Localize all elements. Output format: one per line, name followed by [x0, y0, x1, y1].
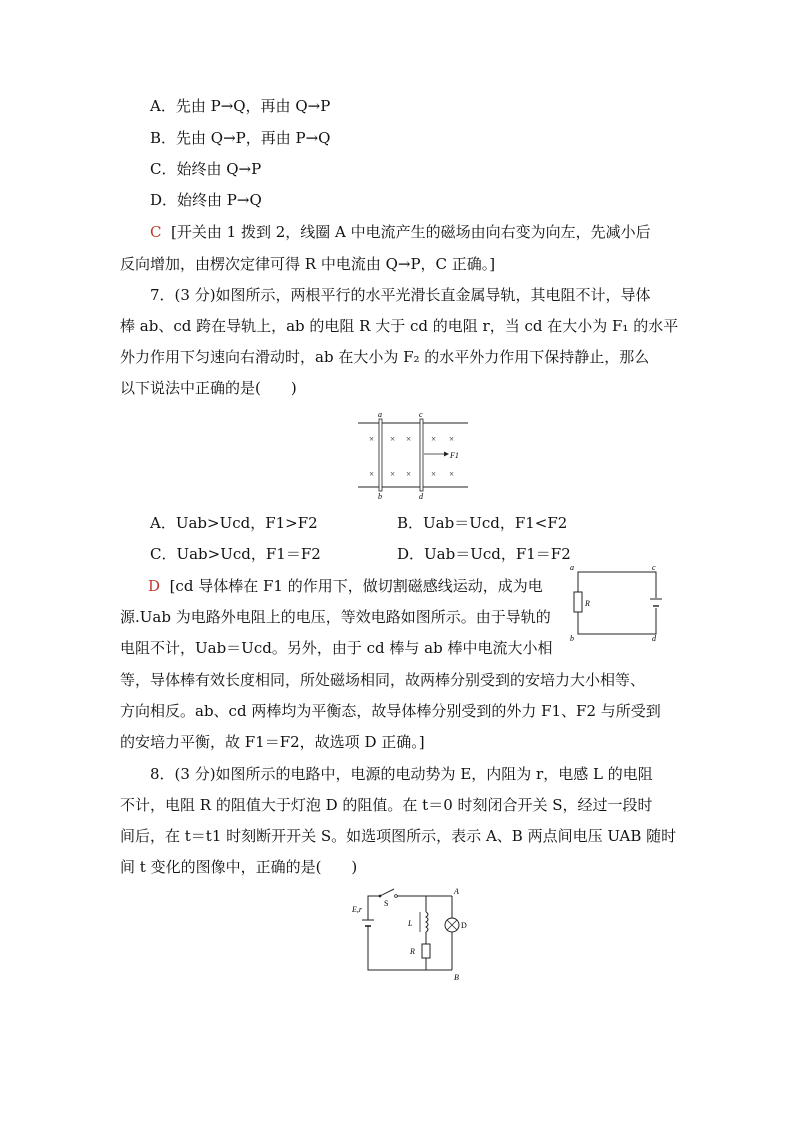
q6-option-b: B．先由 Q→P，再由 P→Q: [150, 129, 331, 147]
label-l: L: [408, 919, 413, 928]
q6-explanation-line-1: [150, 222, 651, 242]
q6-explanation-line-2: 反向增加，由楞次定律可得 R 中电流由 Q→P，C 正确。]: [120, 255, 496, 273]
q8-stem-line-4: 间 t 变化的图像中，正确的是( ): [120, 858, 358, 876]
label-b: b: [570, 634, 574, 642]
switch-pivot-icon: [379, 895, 382, 898]
cross: ×: [449, 469, 455, 479]
rod-cd: [420, 419, 423, 491]
q7-explanation-line-4: 等，导体棒有效长度相同，所处磁场相同，故两棒分别受到的安培力大小相等、: [120, 671, 646, 689]
q8-stem-line-2: 不计，电阻 R 的阻值大于灯泡 D 的阻值。在 t＝0 时刻闭合开关 S，经过一段时: [120, 796, 653, 814]
q7-option-d: D．Uab＝Ucd，F1＝F2: [397, 545, 571, 563]
q7-option-a: A．Uab>Ucd，F1>F2: [150, 514, 318, 532]
q7-option-c: C．Uab>Ucd，F1＝F2: [150, 545, 321, 563]
q7-explanation-line-6: 的安培力平衡，故 F1＝F2，故选项 D 正确。]: [120, 733, 425, 751]
cross: ×: [369, 469, 375, 479]
cross: ×: [406, 434, 412, 444]
resistor-icon: [574, 592, 582, 612]
q7-stem-line-1: 7．(3 分)如图所示，两根平行的水平光滑长直金属导轨，其电阻不计，导体: [150, 286, 651, 304]
label-c: c: [419, 410, 423, 419]
cross: ×: [390, 434, 396, 444]
cross: ×: [390, 469, 396, 479]
cross: ×: [449, 434, 455, 444]
q6-answer: C: [150, 223, 162, 241]
q7-equivalent-circuit: [568, 562, 668, 642]
force-arrow-icon: [444, 452, 449, 457]
wire-left-top: [368, 896, 380, 920]
q7-answer: D: [148, 577, 161, 595]
switch-blade: [380, 889, 394, 896]
label-d: d: [652, 634, 656, 642]
label-f1: F1: [450, 451, 459, 460]
label-c: c: [652, 563, 656, 572]
q7-stem-line-2: 棒 ab、cd 跨在导轨上，ab 的电阻 R 大于 cd 的电阻 r，当 cd 在大小为 F₁ 的水平: [120, 317, 679, 335]
q7-explanation-line-1: [148, 576, 543, 596]
inductor-icon: [426, 912, 428, 932]
cross: ×: [431, 469, 437, 479]
q7-stem-line-3: 外力作用下匀速向右滑动时，ab 在大小为 F₂ 的水平外力作用下保持静止，那么: [120, 348, 650, 366]
q7-explanation-line-2: 源.Uab 为电路外电阻上的电压，等效电路如图所示。由于导轨的: [120, 608, 551, 626]
label-r: R: [410, 947, 415, 956]
label-b: b: [378, 492, 382, 500]
q6-option-d: D．始终由 P→Q: [150, 191, 262, 209]
q6-option-a: A．先由 P→Q，再由 Q→P: [150, 97, 331, 115]
q7-explanation-text-1: [cd 导体棒在 F1 的作用下，做切割磁感线运动，成为电: [169, 577, 543, 595]
q8-stem-line-1: 8．(3 分)如图所示的电路中，电源的电动势为 E，内阻为 r，电感 L 的电阻: [150, 765, 653, 783]
switch-contact-icon: [395, 895, 398, 898]
label-a: a: [570, 563, 574, 572]
q6-explanation-text-1: [开关由 1 拨到 2，线圈 A 中电流产生的磁场由向右变为向左，先减小后: [171, 223, 651, 241]
resistor-icon: [422, 944, 430, 958]
q6-option-c: C．始终由 Q→P: [150, 160, 262, 178]
cross: ×: [406, 469, 412, 479]
q8-stem-line-3: 间后，在 t＝t1 时刻断开开关 S。如选项图所示，表示 A、B 两点间电压 UAB 随时: [120, 827, 677, 845]
q7-rails-figure: [352, 408, 474, 500]
label-d: D: [461, 921, 467, 930]
q7-option-b: B．Uab＝Ucd，F1<F2: [397, 514, 568, 532]
label-d: d: [419, 492, 423, 500]
cross: ×: [431, 434, 437, 444]
label-er: E,r: [352, 905, 362, 914]
label-r: R: [585, 599, 590, 608]
label-a: a: [378, 410, 382, 419]
rod-ab: [379, 419, 382, 491]
q7-stem-line-4: 以下说法中正确的是( ): [120, 379, 297, 397]
q7-explanation-line-5: 方向相反。ab、cd 两棒均为平衡态，故导体棒分别受到的外力 F1、F2 与所受到: [120, 702, 661, 720]
cross: ×: [369, 434, 375, 444]
q8-circuit-figure: [350, 886, 474, 984]
label-b: B: [454, 973, 459, 982]
label-a: A: [454, 887, 459, 896]
label-s: S: [384, 899, 389, 908]
q7-explanation-line-3: 电阻不计，Uab＝Ucd。另外，由于 cd 棒与 ab 棒中电流大小相: [120, 639, 553, 657]
